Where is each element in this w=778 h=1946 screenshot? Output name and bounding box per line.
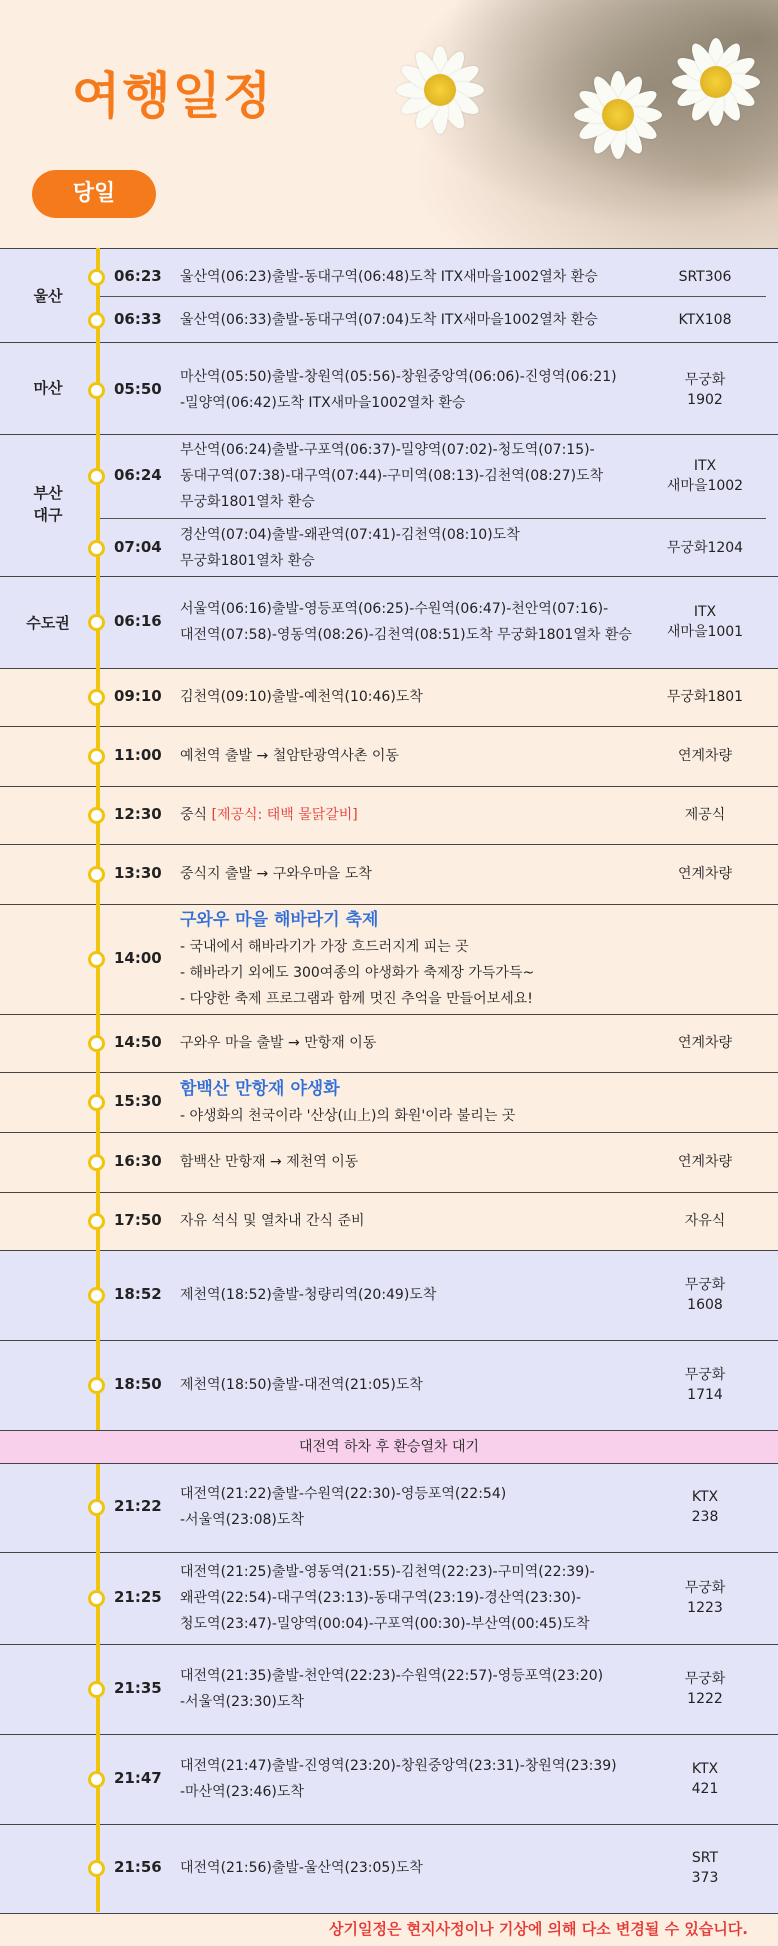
timeline-dot bbox=[88, 951, 105, 968]
transfer-notice: 대전역 하차 후 환승열차 대기 bbox=[0, 1430, 778, 1464]
timeline-dot bbox=[88, 1860, 105, 1877]
description-line: - 다양한 축제 프로그램과 함께 멋진 추억을 만들어보세요! bbox=[180, 990, 533, 1007]
description-line: 대전역(21:47)출발-진영역(23:20)-창원중앙역(23:31)-창원역(23:39) bbox=[180, 1758, 617, 1774]
timeline-dot bbox=[88, 382, 105, 399]
description-line: 대전역(21:22)출발-수원역(22:30)-영등포역(22:54) bbox=[180, 1486, 507, 1502]
timeline-dot bbox=[88, 468, 105, 485]
schedule-time: 17:50 bbox=[114, 1211, 162, 1229]
schedule-time: 14:00 bbox=[114, 949, 162, 967]
description-line: -마산역(23:46)도착 bbox=[180, 1784, 304, 1800]
train-info: KTX 238 bbox=[691, 1489, 719, 1525]
schedule-time: 07:04 bbox=[114, 538, 162, 556]
schedule-time: 06:23 bbox=[114, 267, 162, 285]
timeline-dot bbox=[88, 1681, 105, 1698]
train-info: SRT306 bbox=[678, 269, 732, 285]
description-line: 대전역(07:58)-영동역(08:26)-김천역(08:51)도착 무궁화1801열차 환승 bbox=[180, 627, 632, 643]
train-info: 무궁화 1222 bbox=[684, 1671, 726, 1707]
description-line: 서울역(06:16)출발-영등포역(06:25)-수원역(06:47)-천안역(07:16)- bbox=[180, 601, 609, 617]
schedule-description bbox=[180, 1481, 680, 1533]
schedule-description bbox=[180, 522, 680, 574]
schedule-time: 06:16 bbox=[114, 612, 162, 630]
schedule-time: 16:30 bbox=[114, 1152, 162, 1170]
description-line: 대전역(21:35)출발-천안역(22:23)-수원역(22:57)-영등포역(23:20) bbox=[180, 1668, 604, 1684]
schedule-time: 13:30 bbox=[114, 864, 162, 882]
schedule-time: 18:52 bbox=[114, 1285, 162, 1303]
timeline-dot bbox=[88, 1213, 105, 1230]
region-label-ulsan: 울산 bbox=[33, 287, 63, 305]
timeline-line bbox=[96, 248, 100, 1912]
schedule-time: 21:25 bbox=[114, 1588, 162, 1606]
row-divider bbox=[96, 296, 766, 297]
description-line: - 야생화의 천국이라 '산상(山上)의 화원'이라 불리는 곳 bbox=[180, 1107, 516, 1124]
schedule-description bbox=[180, 906, 680, 1012]
description-line: 자유 석식 및 열차내 간식 준비 bbox=[180, 1213, 365, 1229]
schedule-time: 09:10 bbox=[114, 687, 162, 705]
description-line: 예천역 출발 → 철암탄광역사촌 이동 bbox=[180, 748, 399, 764]
description-line: 제천역(18:50)출발-대전역(21:05)도착 bbox=[180, 1377, 423, 1393]
region-label-masan: 마산 bbox=[33, 379, 63, 397]
header bbox=[0, 0, 778, 248]
schedule-time: 14:50 bbox=[114, 1033, 162, 1051]
event-highlight-title: 구와우 마을 해바라기 축제 bbox=[180, 909, 379, 930]
schedule-time: 12:30 bbox=[114, 805, 162, 823]
region-label-capital: 수도권 bbox=[26, 614, 70, 632]
description-line: 김천역(09:10)출발-예천역(10:46)도착 bbox=[180, 689, 423, 705]
description-line: 함백산 만항재 → 제천역 이동 bbox=[180, 1154, 359, 1170]
description-line: 구와우 마을 출발 → 만항재 이동 bbox=[180, 1035, 377, 1051]
timeline-dot bbox=[88, 1094, 105, 1111]
timeline-dot bbox=[88, 1771, 105, 1788]
row-divider bbox=[96, 518, 766, 519]
schedule-description bbox=[180, 596, 680, 648]
train-info: 무궁화 1223 bbox=[684, 1580, 726, 1616]
description-line: -밀양역(06:42)도착 ITX새마을1002열차 환승 bbox=[180, 395, 466, 411]
schedule-description bbox=[180, 743, 680, 769]
description-line: 중식 [제공식: 태백 물닭갈비] bbox=[180, 807, 358, 823]
train-info: SRT 373 bbox=[691, 1850, 719, 1886]
schedule-time: 21:47 bbox=[114, 1769, 162, 1787]
schedule-description bbox=[180, 437, 680, 515]
timeline-dot bbox=[88, 1590, 105, 1607]
region-label-busan-daegu: 부산 대구 bbox=[33, 484, 63, 524]
meal-note: [제공식: 태백 물닭갈비] bbox=[211, 807, 358, 823]
schedule-description bbox=[180, 684, 680, 710]
schedule-description bbox=[180, 1753, 680, 1805]
schedule-time: 06:24 bbox=[114, 466, 162, 484]
schedule-time: 15:30 bbox=[114, 1092, 162, 1110]
description-line: 무궁화1801열차 환승 bbox=[180, 553, 315, 569]
schedule-time: 21:22 bbox=[114, 1497, 162, 1515]
schedule-description bbox=[180, 264, 680, 290]
train-info: 무궁화 1608 bbox=[684, 1277, 726, 1313]
schedule-description bbox=[180, 1208, 680, 1234]
train-info: KTX 421 bbox=[691, 1761, 719, 1797]
train-info: 무궁화1801 bbox=[666, 689, 744, 705]
description-line: - 국내에서 해바라기가 가장 흐드러지게 피는 곳 bbox=[180, 938, 469, 955]
timeline-dot bbox=[88, 312, 105, 329]
description-line: 울산역(06:23)출발-동대구역(06:48)도착 ITX새마을1002열차 환승 bbox=[180, 269, 598, 285]
train-info: 연계차량 bbox=[677, 1035, 733, 1051]
schedule-description bbox=[180, 1149, 680, 1175]
train-info: 무궁화 1714 bbox=[684, 1367, 726, 1403]
timeline-dot bbox=[88, 807, 105, 824]
train-info: 연계차량 bbox=[677, 866, 733, 882]
schedule-time: 21:35 bbox=[114, 1679, 162, 1697]
daisy-photo bbox=[358, 0, 778, 248]
event-highlight-title: 함백산 만항재 야생화 bbox=[180, 1078, 340, 1099]
description-line: 왜관역(22:54)-대구역(23:13)-동대구역(23:19)-경산역(23:30)- bbox=[180, 1590, 582, 1606]
schedule-description bbox=[180, 1855, 680, 1881]
schedule-description bbox=[180, 1282, 680, 1308]
page-title: 여행일정 bbox=[72, 67, 274, 125]
description-line: 제천역(18:52)출발-청량리역(20:49)도착 bbox=[180, 1287, 437, 1303]
train-info: KTX108 bbox=[678, 312, 732, 328]
timeline-dot bbox=[88, 1287, 105, 1304]
footer-note: 상기일정은 현지사정이나 기상에 의해 다소 변경될 수 있습니다. bbox=[329, 1920, 748, 1938]
schedule-time: 11:00 bbox=[114, 746, 162, 764]
description-line: 무궁화1801열차 환승 bbox=[180, 494, 315, 510]
schedule-description bbox=[180, 364, 680, 416]
schedule-time: 06:33 bbox=[114, 310, 162, 328]
schedule-description bbox=[180, 861, 680, 887]
description-line: 청도역(23:47)-밀양역(00:04)-구포역(00:30)-부산역(00:45)도착 bbox=[180, 1616, 590, 1632]
train-info: 자유식 bbox=[684, 1213, 726, 1229]
schedule-time: 21:56 bbox=[114, 1858, 162, 1876]
train-info: 연계차량 bbox=[677, 748, 733, 764]
schedule-description bbox=[180, 802, 680, 828]
schedule-description bbox=[180, 1372, 680, 1398]
timeline-dot bbox=[88, 689, 105, 706]
description-line: 경산역(07:04)출발-왜관역(07:41)-김천역(08:10)도착 bbox=[180, 527, 520, 543]
timeline-dot bbox=[88, 269, 105, 286]
description-line: 중식지 출발 → 구와우마을 도착 bbox=[180, 866, 372, 882]
timeline-dot bbox=[88, 1499, 105, 1516]
timeline-dot bbox=[88, 866, 105, 883]
train-info: 무궁화 1902 bbox=[684, 372, 726, 408]
description-line: 부산역(06:24)출발-구포역(06:37)-밀양역(07:02)-청도역(07:15)- bbox=[180, 442, 595, 458]
description-line: 대전역(21:25)출발-영동역(21:55)-김천역(22:23)-구미역(22:39)- bbox=[180, 1564, 595, 1580]
train-info: 제공식 bbox=[684, 807, 726, 823]
schedule-description bbox=[180, 1075, 680, 1129]
schedule-time: 05:50 bbox=[114, 380, 162, 398]
description-line: 마산역(05:50)출발-창원역(05:56)-창원중앙역(06:06)-진영역(06:21) bbox=[180, 369, 617, 385]
schedule-description bbox=[180, 1663, 680, 1715]
timeline-dot bbox=[88, 1035, 105, 1052]
description-line: 울산역(06:33)출발-동대구역(07:04)도착 ITX새마을1002열차 환승 bbox=[180, 312, 598, 328]
description-line: -서울역(23:30)도착 bbox=[180, 1694, 304, 1710]
timeline-dot bbox=[88, 1377, 105, 1394]
day-badge: 당일 bbox=[32, 170, 156, 218]
description-line: 대전역(21:56)출발-울산역(23:05)도착 bbox=[180, 1860, 423, 1876]
schedule-description bbox=[180, 307, 680, 333]
description-line: - 해바라기 외에도 300여종의 야생화가 축제장 가득가득~ bbox=[180, 964, 535, 981]
schedule-description bbox=[180, 1030, 680, 1056]
description-line: -서울역(23:08)도착 bbox=[180, 1512, 304, 1528]
timeline-dot bbox=[88, 540, 105, 557]
description-line: 동대구역(07:38)-대구역(07:44)-구미역(08:13)-김천역(08:27)도착 bbox=[180, 468, 604, 484]
timeline-dot bbox=[88, 1154, 105, 1171]
train-info: 무궁화1204 bbox=[666, 540, 744, 556]
train-info: ITX 새마을1001 bbox=[666, 604, 744, 640]
train-info: 연계차량 bbox=[677, 1154, 733, 1170]
timeline-dot bbox=[88, 614, 105, 631]
schedule-description bbox=[180, 1559, 680, 1637]
schedule-time: 18:50 bbox=[114, 1375, 162, 1393]
train-info: ITX 새마을1002 bbox=[666, 458, 744, 494]
timeline-dot bbox=[88, 748, 105, 765]
